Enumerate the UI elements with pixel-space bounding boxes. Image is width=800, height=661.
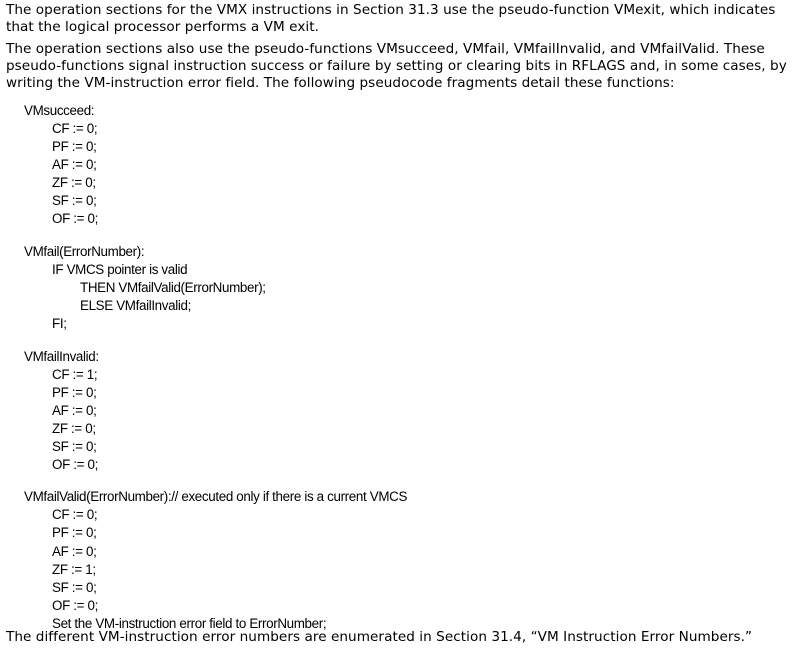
code-line: PF := 0; [52, 525, 97, 541]
vmfailvalid-block [24, 488, 407, 632]
pseudocode-listing [24, 102, 407, 633]
code-line: CF := 0; [52, 507, 98, 523]
code-line: ZF := 0; [52, 175, 96, 191]
code-line: ZF := 1; [52, 561, 96, 577]
vmfailinvalid-header: VMfailInvalid: [24, 348, 99, 364]
code-line: SF := 0; [52, 193, 97, 209]
vmfail-header: VMfail(ErrorNumber): [24, 243, 145, 259]
code-line: OF := 0; [52, 597, 98, 613]
closing-paragraph: The different VM-instruction error numbers are enumerated in Section 31.4, “VM Instruction Error Numbers.” [6, 629, 753, 645]
code-line: AF := 0; [52, 543, 97, 559]
code-line: AF := 0; [52, 157, 97, 173]
code-line: SF := 0; [52, 579, 97, 595]
code-line: PF := 0; [52, 139, 97, 155]
code-line: ZF := 0; [52, 420, 96, 436]
code-line: CF := 1; [52, 366, 98, 382]
code-line: AF := 0; [52, 402, 97, 418]
functions-paragraph: The operation sections also use the pseudo-functions VMsucceed, VMfail, VMfailInvalid, and VMfailValid. These pseudo-functions signal instruction success or failure by setting or clearing bits in RFLAGS and, in some cases, by writing the VM-instruction error field. The following pseudocode fragments detail these functions: [6, 41, 787, 91]
code-line: FI; [52, 316, 67, 332]
vmfailinvalid-block [24, 348, 407, 474]
vmsucceed-header: VMsucceed: [24, 103, 95, 118]
code-line: PF := 0; [52, 384, 97, 400]
code-line: Set the VM-instruction error field to ErrorNumber; [52, 615, 327, 631]
code-line: CF := 0; [52, 121, 98, 137]
vmfailvalid-header: VMfailValid(ErrorNumber):// executed only if there is a current VMCS [24, 489, 408, 505]
vmfail-block [24, 243, 407, 333]
code-line: OF := 0; [52, 456, 98, 472]
code-line: SF := 0; [52, 438, 97, 454]
intro-paragraph: The operation sections for the VMX instructions in Section 31.3 use the pseudo-function VMexit, which indicates that the logical processor performs a VM exit. [6, 2, 776, 35]
code-line: IF VMCS pointer is valid [52, 261, 188, 277]
code-line: THEN VMfailValid(ErrorNumber); [80, 279, 266, 295]
code-line: ELSE VMfailInvalid; [80, 297, 191, 313]
vmsucceed-block [24, 102, 407, 228]
code-line: OF := 0; [52, 211, 98, 227]
